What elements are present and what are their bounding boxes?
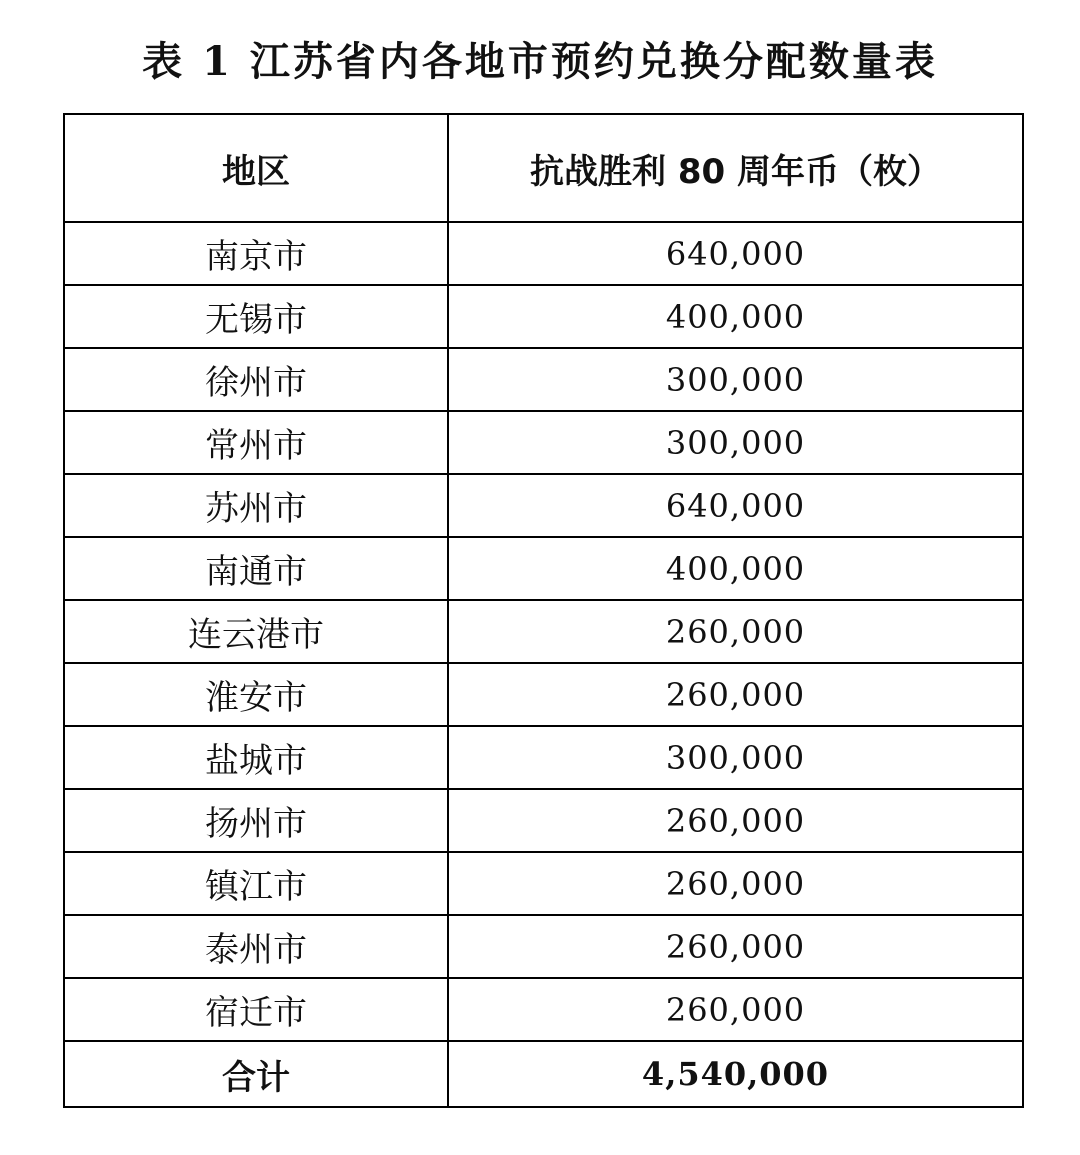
table-title: 表 1 江苏省内各地市预约兑换分配数量表 xyxy=(142,38,938,85)
amount-cell: 300,000 xyxy=(448,348,1023,411)
amount-cell: 260,000 xyxy=(448,978,1023,1041)
amount-cell: 640,000 xyxy=(448,474,1023,537)
header-region: 地区 xyxy=(64,114,448,222)
amount-cell: 260,000 xyxy=(448,663,1023,726)
table-row xyxy=(64,726,1023,789)
table-row xyxy=(64,285,1023,348)
region-cell: 盐城市 xyxy=(64,726,448,789)
amount-cell: 640,000 xyxy=(448,222,1023,285)
amount-cell: 300,000 xyxy=(448,726,1023,789)
amount-cell: 260,000 xyxy=(448,600,1023,663)
region-cell: 泰州市 xyxy=(64,915,448,978)
table-row xyxy=(64,978,1023,1041)
region-cell: 南京市 xyxy=(64,222,448,285)
region-cell: 连云港市 xyxy=(64,600,448,663)
table-row xyxy=(64,411,1023,474)
region-cell: 无锡市 xyxy=(64,285,448,348)
amount-cell: 400,000 xyxy=(448,537,1023,600)
table-row xyxy=(64,474,1023,537)
table-row xyxy=(64,222,1023,285)
table-row xyxy=(64,915,1023,978)
region-cell: 苏州市 xyxy=(64,474,448,537)
header-coin-amount: 抗战胜利 80 周年币（枚） xyxy=(448,114,1023,222)
total-row xyxy=(64,1041,1023,1107)
region-cell: 宿迁市 xyxy=(64,978,448,1041)
table-header-row xyxy=(64,114,1023,222)
table-row xyxy=(64,348,1023,411)
amount-cell: 260,000 xyxy=(448,915,1023,978)
allocation-table xyxy=(63,113,1024,1108)
region-cell: 淮安市 xyxy=(64,663,448,726)
table-row xyxy=(64,789,1023,852)
total-label: 合计 xyxy=(64,1041,448,1107)
region-cell: 徐州市 xyxy=(64,348,448,411)
amount-cell: 260,000 xyxy=(448,852,1023,915)
table-row xyxy=(64,852,1023,915)
table-row xyxy=(64,600,1023,663)
table-row xyxy=(64,663,1023,726)
table-row xyxy=(64,537,1023,600)
region-cell: 常州市 xyxy=(64,411,448,474)
amount-cell: 400,000 xyxy=(448,285,1023,348)
total-amount: 4,540,000 xyxy=(448,1041,1023,1107)
region-cell: 南通市 xyxy=(64,537,448,600)
amount-cell: 260,000 xyxy=(448,789,1023,852)
amount-cell: 300,000 xyxy=(448,411,1023,474)
region-cell: 扬州市 xyxy=(64,789,448,852)
region-cell: 镇江市 xyxy=(64,852,448,915)
